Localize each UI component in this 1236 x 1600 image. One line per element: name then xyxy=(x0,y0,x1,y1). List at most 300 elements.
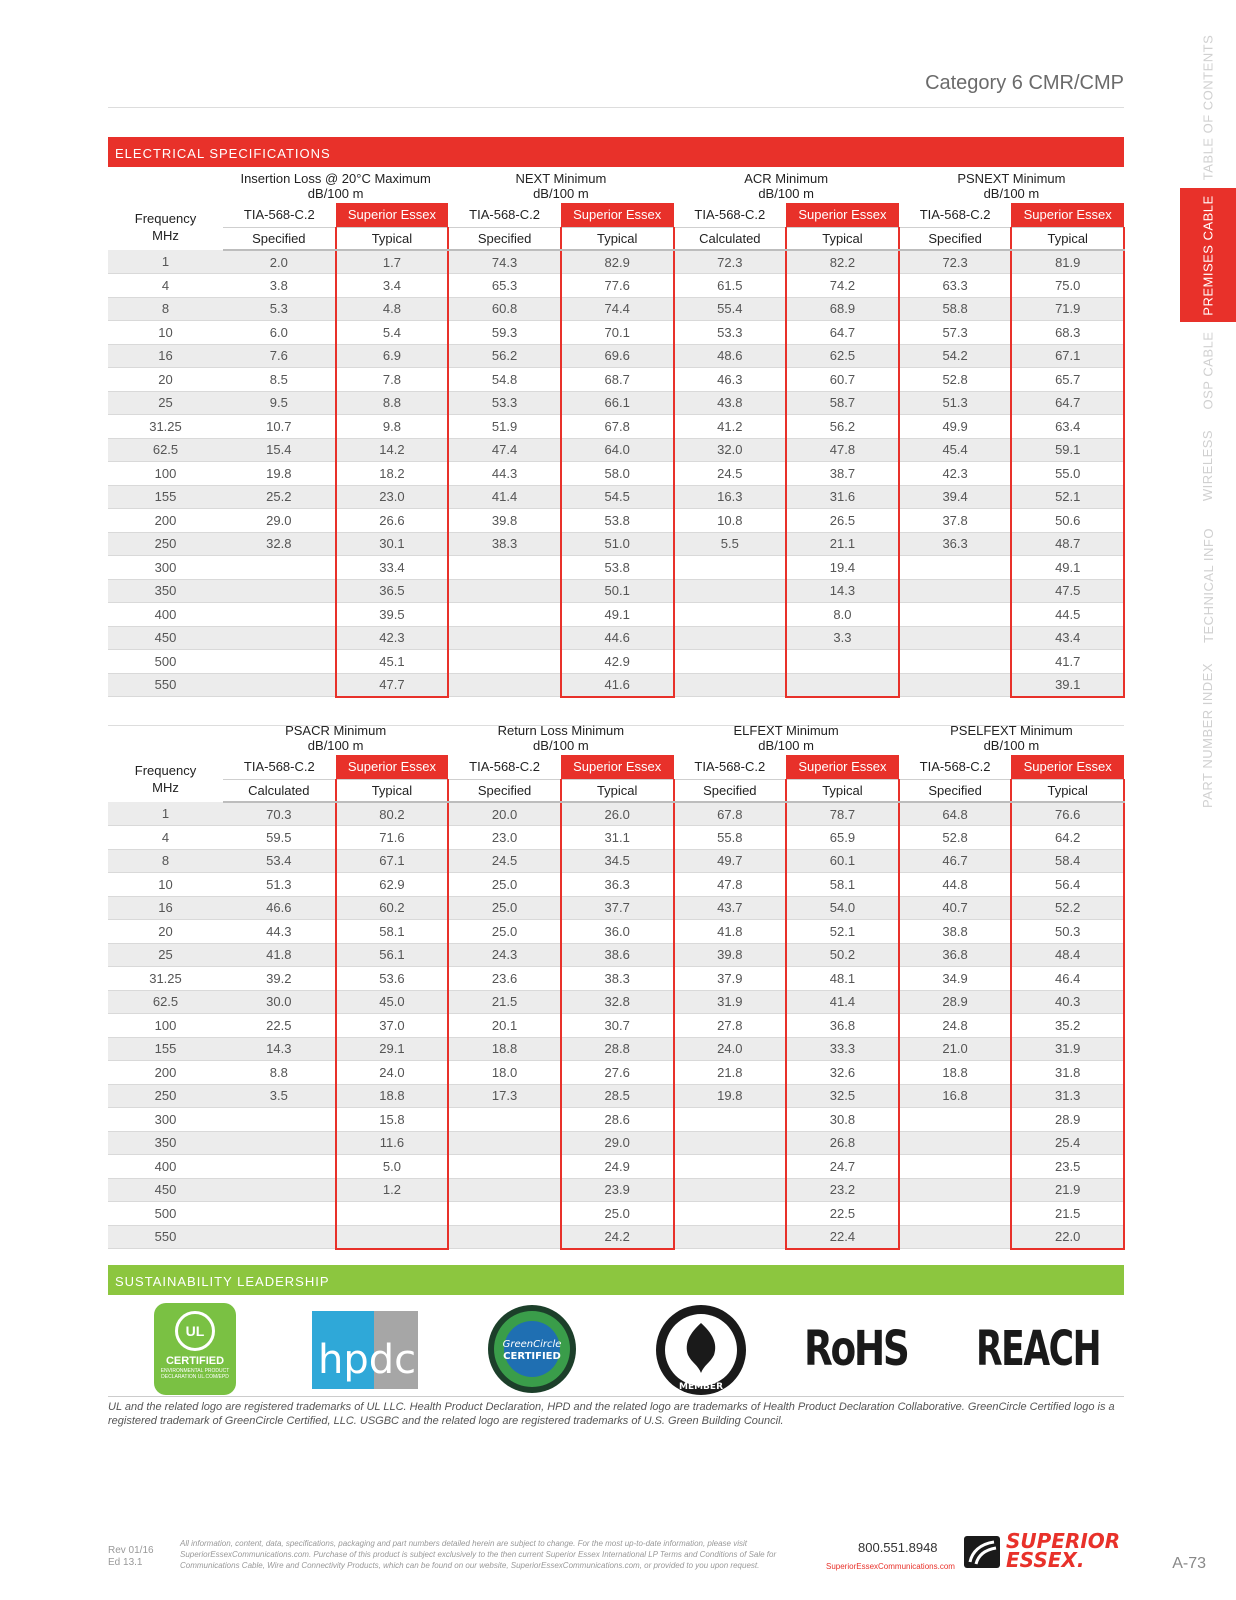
standard-sub-header: Calculated xyxy=(674,227,787,250)
frequency-cell: 500 xyxy=(108,650,223,674)
typical-value-cell: 47.5 xyxy=(1011,579,1124,603)
typical-value-cell: 23.9 xyxy=(561,1178,674,1202)
typical-value-cell: 25.4 xyxy=(1011,1131,1124,1155)
standard-value-cell xyxy=(448,603,561,627)
standard-value-cell: 38.8 xyxy=(899,920,1012,944)
typical-value-cell: 70.1 xyxy=(561,321,674,345)
typical-value-cell xyxy=(786,650,899,674)
standard-value-cell: 59.5 xyxy=(223,826,336,850)
standard-value-cell: 55.8 xyxy=(674,826,787,850)
typical-value-cell: 68.7 xyxy=(561,368,674,392)
table-row xyxy=(108,943,1124,967)
superior-essex-header: Superior Essex xyxy=(1011,755,1124,779)
standard-value-cell xyxy=(448,1178,561,1202)
typical-value-cell: 8.0 xyxy=(786,603,899,627)
standard-value-cell: 41.8 xyxy=(674,920,787,944)
standard-value-cell xyxy=(448,1202,561,1226)
typical-value-cell: 50.3 xyxy=(1011,920,1124,944)
hpd-text: hpdc xyxy=(318,1337,417,1383)
typical-value-cell: 32.5 xyxy=(786,1084,899,1108)
standard-value-cell xyxy=(223,1108,336,1132)
standard-value-cell: 7.6 xyxy=(223,344,336,368)
tab-wireless[interactable]: WIRELESS xyxy=(1200,429,1216,501)
standard-value-cell: 31.9 xyxy=(674,990,787,1014)
standard-value-cell xyxy=(223,650,336,674)
frequency-cell: 31.25 xyxy=(108,415,223,439)
typical-value-cell: 58.1 xyxy=(786,873,899,897)
typical-value-cell: 71.6 xyxy=(336,826,449,850)
group-title xyxy=(448,719,673,755)
standard-value-cell: 23.0 xyxy=(448,826,561,850)
typical-value-cell: 24.9 xyxy=(561,1155,674,1179)
standard-value-cell: 72.3 xyxy=(674,250,787,274)
group-title xyxy=(674,719,899,755)
standard-value-cell: 36.3 xyxy=(899,532,1012,556)
blank-header-cell xyxy=(108,167,223,203)
standard-value-cell xyxy=(899,579,1012,603)
typical-value-cell: 22.0 xyxy=(1011,1225,1124,1249)
standard-value-cell: 39.2 xyxy=(223,967,336,991)
typical-value-cell: 33.4 xyxy=(336,556,449,580)
group-title-text: ACR Minimum xyxy=(744,171,829,186)
standard-value-cell: 22.5 xyxy=(223,1014,336,1038)
typical-value-cell: 50.1 xyxy=(561,579,674,603)
typical-value-cell: 52.2 xyxy=(1011,896,1124,920)
standard-value-cell: 36.8 xyxy=(899,943,1012,967)
frequency-cell: 20 xyxy=(108,920,223,944)
superior-essex-header: Superior Essex xyxy=(786,203,899,227)
tab-technical-info[interactable]: TECHNICAL INFO xyxy=(1200,527,1216,643)
tab-table-of-contents[interactable]: TABLE OF CONTENTS xyxy=(1200,34,1216,181)
frequency-label: Frequency xyxy=(134,762,197,778)
superior-essex-header: Superior Essex xyxy=(786,755,899,779)
superior-essex-header: Superior Essex xyxy=(336,755,449,779)
standard-sub-header: Specified xyxy=(448,227,561,250)
table-row xyxy=(108,509,1124,533)
typical-sub-header: Typical xyxy=(1011,779,1124,802)
standard-value-cell xyxy=(223,556,336,580)
typical-value-cell: 26.8 xyxy=(786,1131,899,1155)
standard-value-cell xyxy=(448,650,561,674)
typical-value-cell: 42.9 xyxy=(561,650,674,674)
frequency-cell: 16 xyxy=(108,344,223,368)
frequency-cell: 300 xyxy=(108,1108,223,1132)
typical-value-cell: 76.6 xyxy=(1011,802,1124,826)
typical-value-cell: 9.8 xyxy=(336,415,449,439)
group-title-text: Insertion Loss @ 20°C Maximum xyxy=(240,171,431,186)
standard-value-cell: 47.8 xyxy=(674,873,787,897)
typical-value-cell: 21.5 xyxy=(1011,1202,1124,1226)
standard-value-cell: 46.3 xyxy=(674,368,787,392)
table-row xyxy=(108,1037,1124,1061)
frequency-cell: 550 xyxy=(108,673,223,697)
frequency-cell: 4 xyxy=(108,274,223,298)
group-title xyxy=(223,719,448,755)
ul-certified-logo xyxy=(154,1303,236,1395)
typical-value-cell: 14.3 xyxy=(786,579,899,603)
greencircle-certified-logo xyxy=(486,1303,582,1395)
typical-value-cell: 48.1 xyxy=(786,967,899,991)
frequency-cell: 550 xyxy=(108,1225,223,1249)
typical-value-cell: 24.7 xyxy=(786,1155,899,1179)
typical-value-cell: 18.2 xyxy=(336,462,449,486)
footer-disclaimer: All information, content, data, specifications, packaging and part numbers detailed herein are subject to change. For the most up-to-date information, please visit SuperiorEssexCommunications.com. Purchase of this product is subject exclusively to the then current Superior Essex International LP Terms and Conditions of Sale for Communications Cable, Wire and Connectivity Products, which can be found on our website, SuperiorEssexCommunications.com, or provided to you upon request. xyxy=(180,1539,777,1570)
typical-value-cell: 36.0 xyxy=(561,920,674,944)
group-unit-text: dB/100 m xyxy=(533,186,589,201)
standard-value-cell: 48.6 xyxy=(674,344,787,368)
typical-value-cell: 58.0 xyxy=(561,462,674,486)
standard-value-cell: 38.3 xyxy=(448,532,561,556)
group-title-text: ELFEXT Minimum xyxy=(733,723,839,738)
standard-value-cell xyxy=(674,556,787,580)
standard-value-cell: 54.2 xyxy=(899,344,1012,368)
frequency-cell: 400 xyxy=(108,603,223,627)
typical-value-cell: 80.2 xyxy=(336,802,449,826)
typical-value-cell: 41.6 xyxy=(561,673,674,697)
frequency-cell: 20 xyxy=(108,368,223,392)
typical-value-cell: 7.8 xyxy=(336,368,449,392)
tab-osp-cable[interactable]: OSP CABLE xyxy=(1200,331,1216,409)
typical-value-cell: 39.1 xyxy=(1011,673,1124,697)
standard-value-cell xyxy=(223,1178,336,1202)
typical-value-cell: 50.6 xyxy=(1011,509,1124,533)
typical-value-cell: 24.2 xyxy=(561,1225,674,1249)
typical-value-cell: 63.4 xyxy=(1011,415,1124,439)
table-row xyxy=(108,650,1124,674)
standard-value-cell: 65.3 xyxy=(448,274,561,298)
footer-phone[interactable]: 800.551.8948 xyxy=(858,1540,938,1555)
standard-value-cell xyxy=(899,1202,1012,1226)
typical-value-cell: 65.7 xyxy=(1011,368,1124,392)
standard-value-cell xyxy=(674,673,787,697)
typical-value-cell: 55.0 xyxy=(1011,462,1124,486)
standard-value-cell xyxy=(223,626,336,650)
table-row xyxy=(108,321,1124,345)
frequency-cell: 8 xyxy=(108,849,223,873)
table-row xyxy=(108,1084,1124,1108)
standard-value-cell xyxy=(674,1131,787,1155)
typical-value-cell: 74.4 xyxy=(561,297,674,321)
typical-value-cell: 24.0 xyxy=(336,1061,449,1085)
standard-value-cell: 46.6 xyxy=(223,896,336,920)
standard-value-cell xyxy=(448,1155,561,1179)
trademark-notice: UL and the related logo are registered trademarks of UL LLC. Health Product Declaration, HPD and the related logo are trademarks of Health Product Declaration Collaborative. GreenCircle Certified logo is a registered trademark of GreenCircle Certified, LLC. USGBC and the related logo are registered trademarks of U.S. Green Building Council. xyxy=(108,1401,1115,1427)
table-row xyxy=(108,990,1124,1014)
standard-value-cell: 49.7 xyxy=(674,849,787,873)
typical-value-cell: 56.1 xyxy=(336,943,449,967)
typical-value-cell: 36.5 xyxy=(336,579,449,603)
typical-sub-header: Typical xyxy=(1011,227,1124,250)
group-unit-text: dB/100 m xyxy=(533,738,589,753)
standard-value-cell xyxy=(674,1108,787,1132)
standard-sub-header: Calculated xyxy=(223,779,336,802)
standard-value-cell: 2.0 xyxy=(223,250,336,274)
certification-logos xyxy=(108,1303,1124,1408)
revision-info xyxy=(108,1545,154,1569)
standard-value-cell: 44.3 xyxy=(448,462,561,486)
typical-value-cell: 64.7 xyxy=(1011,391,1124,415)
standard-value-cell: 19.8 xyxy=(223,462,336,486)
typical-value-cell: 39.5 xyxy=(336,603,449,627)
typical-value-cell: 19.4 xyxy=(786,556,899,580)
table-row xyxy=(108,673,1124,697)
table-row xyxy=(108,967,1124,991)
standard-value-cell: 17.3 xyxy=(448,1084,561,1108)
tia-standard-header: TIA-568-C.2 xyxy=(694,759,766,775)
typical-value-cell: 58.4 xyxy=(1011,849,1124,873)
standard-value-cell: 3.8 xyxy=(223,274,336,298)
frequency-cell: 200 xyxy=(108,509,223,533)
typical-sub-header: Typical xyxy=(336,779,449,802)
standard-value-cell: 34.9 xyxy=(899,967,1012,991)
side-navigation xyxy=(1180,30,1236,830)
standard-value-cell: 5.5 xyxy=(674,532,787,556)
standard-value-cell: 47.4 xyxy=(448,438,561,462)
typical-value-cell: 35.2 xyxy=(1011,1014,1124,1038)
frequency-cell: 62.5 xyxy=(108,990,223,1014)
standard-value-cell: 18.8 xyxy=(448,1037,561,1061)
typical-value-cell: 27.6 xyxy=(561,1061,674,1085)
frequency-cell: 350 xyxy=(108,1131,223,1155)
standard-value-cell xyxy=(223,579,336,603)
title-divider xyxy=(108,107,1124,108)
standard-value-cell: 24.5 xyxy=(448,849,561,873)
typical-value-cell: 34.5 xyxy=(561,849,674,873)
standard-sub-header: Specified xyxy=(899,227,1012,250)
standard-value-cell xyxy=(223,1155,336,1179)
standard-value-cell xyxy=(223,1131,336,1155)
typical-value-cell: 37.0 xyxy=(336,1014,449,1038)
standard-value-cell: 51.9 xyxy=(448,415,561,439)
typical-value-cell: 49.1 xyxy=(1011,556,1124,580)
typical-value-cell: 64.0 xyxy=(561,438,674,462)
frequency-cell: 500 xyxy=(108,1202,223,1226)
frequency-cell: 300 xyxy=(108,556,223,580)
standard-value-cell: 10.7 xyxy=(223,415,336,439)
standard-value-cell xyxy=(448,1108,561,1132)
standard-value-cell: 32.0 xyxy=(674,438,787,462)
typical-sub-header: Typical xyxy=(561,227,674,250)
standard-value-cell xyxy=(899,1131,1012,1155)
standard-value-cell: 44.3 xyxy=(223,920,336,944)
reach-logo: REACH xyxy=(976,1321,1101,1377)
frequency-cell: 250 xyxy=(108,1084,223,1108)
frequency-cell: 25 xyxy=(108,943,223,967)
standard-value-cell: 70.3 xyxy=(223,802,336,826)
typical-value-cell: 32.8 xyxy=(561,990,674,1014)
table-row xyxy=(108,1202,1124,1226)
ul-mark: UL xyxy=(175,1311,215,1351)
standard-value-cell: 19.8 xyxy=(674,1084,787,1108)
standard-value-cell xyxy=(899,1178,1012,1202)
typical-value-cell: 82.2 xyxy=(786,250,899,274)
typical-value-cell: 53.8 xyxy=(561,556,674,580)
standard-value-cell: 24.3 xyxy=(448,943,561,967)
typical-value-cell xyxy=(786,673,899,697)
typical-value-cell: 3.3 xyxy=(786,626,899,650)
table-row xyxy=(108,1131,1124,1155)
standard-value-cell: 37.8 xyxy=(899,509,1012,533)
frequency-unit: MHz xyxy=(152,779,179,795)
usgbc-member-logo xyxy=(654,1303,748,1397)
group-unit-text: dB/100 m xyxy=(758,186,814,201)
standard-sub-header: Specified xyxy=(223,227,336,250)
standard-value-cell: 74.3 xyxy=(448,250,561,274)
superior-essex-swoosh-icon xyxy=(962,1534,1002,1570)
table-row xyxy=(108,391,1124,415)
typical-value-cell: 26.0 xyxy=(561,802,674,826)
table-row xyxy=(108,438,1124,462)
frequency-cell: 155 xyxy=(108,485,223,509)
typical-value-cell: 59.1 xyxy=(1011,438,1124,462)
edition: Ed 13.1 xyxy=(108,1557,143,1568)
typical-value-cell: 1.2 xyxy=(336,1178,449,1202)
typical-value-cell: 21.1 xyxy=(786,532,899,556)
typical-value-cell: 8.8 xyxy=(336,391,449,415)
typical-value-cell: 58.1 xyxy=(336,920,449,944)
tia-standard-header: TIA-568-C.2 xyxy=(919,207,991,223)
typical-value-cell: 21.9 xyxy=(1011,1178,1124,1202)
standard-value-cell: 57.3 xyxy=(899,321,1012,345)
standard-value-cell: 53.3 xyxy=(448,391,561,415)
typical-value-cell xyxy=(336,1225,449,1249)
standard-value-cell: 41.4 xyxy=(448,485,561,509)
standard-value-cell: 54.8 xyxy=(448,368,561,392)
frequency-cell: 450 xyxy=(108,1178,223,1202)
table-row xyxy=(108,920,1124,944)
typical-value-cell: 47.7 xyxy=(336,673,449,697)
standard-value-cell: 53.4 xyxy=(223,849,336,873)
standard-value-cell: 52.8 xyxy=(899,826,1012,850)
tia-standard-header: TIA-568-C.2 xyxy=(469,207,540,223)
group-header-row xyxy=(108,167,1124,203)
table-row xyxy=(108,532,1124,556)
typical-value-cell: 66.1 xyxy=(561,391,674,415)
typical-value-cell: 50.2 xyxy=(786,943,899,967)
standard-value-cell: 16.3 xyxy=(674,485,787,509)
standard-value-cell: 20.1 xyxy=(448,1014,561,1038)
svg-text:MEMBER: MEMBER xyxy=(679,1382,723,1392)
typical-value-cell: 52.1 xyxy=(1011,485,1124,509)
tia-standard-header: TIA-568-C.2 xyxy=(243,759,315,775)
typical-value-cell: 38.6 xyxy=(561,943,674,967)
standard-value-cell: 43.7 xyxy=(674,896,787,920)
table-row xyxy=(108,1225,1124,1249)
footer-website-link[interactable]: SuperiorEssexCommunications.com xyxy=(826,1562,955,1571)
standard-value-cell: 61.5 xyxy=(674,274,787,298)
table-row xyxy=(108,462,1124,486)
typical-value-cell: 67.1 xyxy=(336,849,449,873)
standard-value-cell: 20.0 xyxy=(448,802,561,826)
typical-value-cell: 67.8 xyxy=(561,415,674,439)
typical-value-cell: 14.2 xyxy=(336,438,449,462)
typical-value-cell: 40.3 xyxy=(1011,990,1124,1014)
typical-value-cell: 64.7 xyxy=(786,321,899,345)
typical-value-cell: 65.9 xyxy=(786,826,899,850)
typical-value-cell xyxy=(336,1202,449,1226)
typical-sub-header: Typical xyxy=(786,779,899,802)
standard-value-cell: 25.0 xyxy=(448,873,561,897)
frequency-cell: 62.5 xyxy=(108,438,223,462)
standard-value-cell: 28.9 xyxy=(899,990,1012,1014)
standard-value-cell: 52.8 xyxy=(899,368,1012,392)
standard-value-cell: 51.3 xyxy=(899,391,1012,415)
frequency-cell: 10 xyxy=(108,321,223,345)
typical-value-cell: 44.6 xyxy=(561,626,674,650)
standard-value-cell: 64.8 xyxy=(899,802,1012,826)
frequency-header xyxy=(108,755,223,802)
tab-premises-cable[interactable]: PREMISES CABLE xyxy=(1180,188,1236,322)
table-row xyxy=(108,1108,1124,1132)
standard-value-cell xyxy=(674,603,787,627)
typical-value-cell: 28.8 xyxy=(561,1037,674,1061)
typical-value-cell: 69.6 xyxy=(561,344,674,368)
typical-value-cell: 26.6 xyxy=(336,509,449,533)
typical-value-cell: 1.7 xyxy=(336,250,449,274)
standard-value-cell xyxy=(448,1225,561,1249)
superior-essex-wordmark: SUPERIOR ESSEX. xyxy=(1006,1529,1121,1572)
standard-value-cell: 27.8 xyxy=(674,1014,787,1038)
typical-value-cell: 3.4 xyxy=(336,274,449,298)
typical-value-cell: 53.6 xyxy=(336,967,449,991)
standard-value-cell xyxy=(899,1225,1012,1249)
standard-sub-header: Specified xyxy=(448,779,561,802)
standard-value-cell: 37.9 xyxy=(674,967,787,991)
standard-value-cell: 24.5 xyxy=(674,462,787,486)
standard-value-cell xyxy=(223,673,336,697)
tia-standard-header: TIA-568-C.2 xyxy=(469,759,540,775)
typical-value-cell: 74.2 xyxy=(786,274,899,298)
typical-value-cell: 48.4 xyxy=(1011,943,1124,967)
standard-value-cell: 39.8 xyxy=(448,509,561,533)
group-unit-text: dB/100 m xyxy=(758,738,814,753)
standard-value-cell xyxy=(674,579,787,603)
typical-value-cell: 77.6 xyxy=(561,274,674,298)
table-row xyxy=(108,626,1124,650)
standard-value-cell: 6.0 xyxy=(223,321,336,345)
frequency-cell: 350 xyxy=(108,579,223,603)
typical-value-cell: 68.9 xyxy=(786,297,899,321)
typical-value-cell: 11.6 xyxy=(336,1131,449,1155)
table-row xyxy=(108,368,1124,392)
standard-value-cell: 67.8 xyxy=(674,802,787,826)
standard-value-cell: 18.0 xyxy=(448,1061,561,1085)
standard-value-cell xyxy=(448,626,561,650)
tab-part-number-index[interactable]: PART NUMBER INDEX xyxy=(1200,662,1216,808)
typical-value-cell: 44.5 xyxy=(1011,603,1124,627)
typical-value-cell: 56.2 xyxy=(786,415,899,439)
typical-value-cell: 5.0 xyxy=(336,1155,449,1179)
typical-value-cell: 42.3 xyxy=(336,626,449,650)
standard-value-cell: 44.8 xyxy=(899,873,1012,897)
standard-value-cell: 46.7 xyxy=(899,849,1012,873)
tia-standard-header: TIA-568-C.2 xyxy=(243,207,315,223)
standard-value-cell xyxy=(223,1225,336,1249)
frequency-cell: 100 xyxy=(108,1014,223,1038)
frequency-cell: 450 xyxy=(108,626,223,650)
typical-sub-header: Typical xyxy=(561,779,674,802)
blank-header-cell xyxy=(108,719,223,755)
typical-value-cell: 36.3 xyxy=(561,873,674,897)
standard-value-cell: 51.3 xyxy=(223,873,336,897)
standard-value-cell: 58.8 xyxy=(899,297,1012,321)
standard-value-cell: 24.0 xyxy=(674,1037,787,1061)
hpd-logo xyxy=(312,1311,418,1389)
typical-value-cell: 38.3 xyxy=(561,967,674,991)
table-row xyxy=(108,485,1124,509)
typical-value-cell: 31.6 xyxy=(786,485,899,509)
typical-value-cell: 31.3 xyxy=(1011,1084,1124,1108)
